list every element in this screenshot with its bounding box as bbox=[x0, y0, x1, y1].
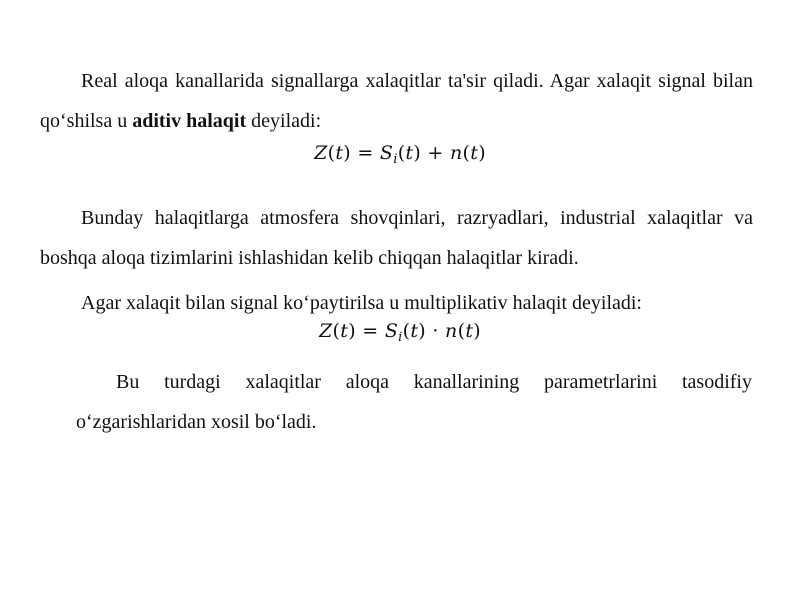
term-additive-noise: aditiv halaqit bbox=[132, 110, 247, 132]
paragraph-additive-noise bbox=[40, 61, 753, 141]
paragraph-text: Real aloqa kanallarida signallarga xalaqitlar ta'sir qiladi. Agar xalaqit signal bilan qo‘shilsa u bbox=[40, 70, 753, 132]
paragraph-noise-sources: Bunday halaqitlarga atmosfera shovqinlari, razryadlari, industrial xalaqitlar va boshqa aloqa tizimlarini ishlashidan kelib chiqqan halaqitlar kiradi. bbox=[40, 207, 753, 269]
paragraph-text-end: deyiladi: bbox=[246, 110, 322, 132]
formula-operator-plus: + bbox=[427, 142, 444, 164]
formula-operator-dot: · bbox=[432, 320, 439, 342]
paragraph-multiplicative-noise: Agar xalaqit bilan signal ko‘paytirilsa u multiplikativ halaqit deyiladi: bbox=[81, 292, 642, 314]
paragraph-channel-parameters: Bu turdagi xalaqitlar aloqa kanallarining parametrlarini tasodifiy o‘zgarishlaridan xosil bo‘ladi. bbox=[76, 371, 752, 433]
formula-multiplicative: $Z(t) = S_i(t) \cdot n(t)$ bbox=[319, 320, 481, 345]
formula-additive: $Z(t) = S_i(t) + n(t)$ bbox=[314, 142, 486, 167]
